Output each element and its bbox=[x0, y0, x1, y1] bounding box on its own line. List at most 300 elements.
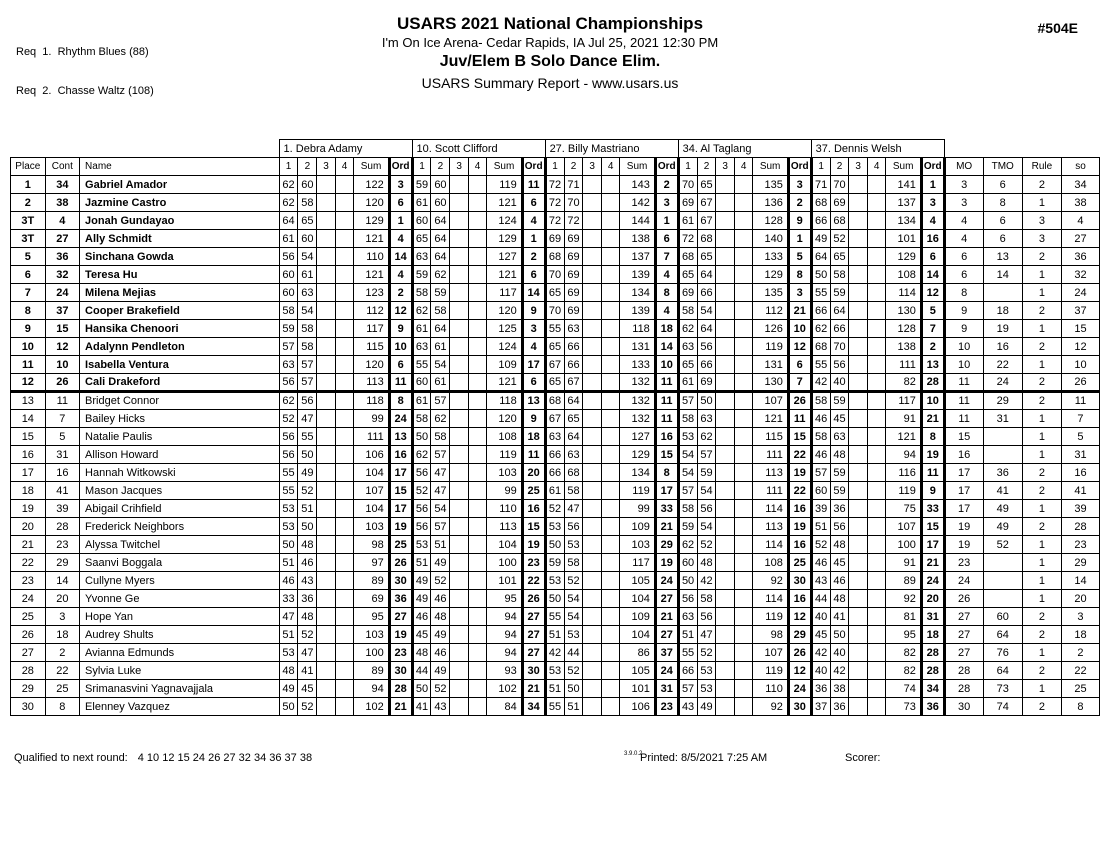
judge5-score-cell bbox=[849, 338, 867, 356]
judge5-score-cell: 36 bbox=[830, 500, 849, 518]
judge5-sum-cell: 100 bbox=[886, 536, 921, 554]
judge4-ord-cell: 22 bbox=[788, 446, 811, 464]
judge4-score-cell bbox=[734, 428, 752, 446]
judge3-score-cell: 65 bbox=[545, 338, 564, 356]
judge2-subheader-3: 3 bbox=[450, 158, 468, 176]
judge4-ord-cell: 15 bbox=[788, 428, 811, 446]
mo-cell: 17 bbox=[944, 464, 983, 482]
judge4-sum-cell: 113 bbox=[753, 464, 788, 482]
judge1-score-cell: 56 bbox=[279, 446, 298, 464]
judge4-score-cell: 61 bbox=[678, 212, 697, 230]
place-cell: 9 bbox=[11, 320, 46, 338]
judge5-sum-cell: 138 bbox=[886, 338, 921, 356]
name-cell: Sinchana Gowda bbox=[80, 248, 280, 266]
judge1-sum-cell: 100 bbox=[354, 644, 389, 662]
judge4-ord-cell: 16 bbox=[788, 500, 811, 518]
judge3-ord-cell: 18 bbox=[655, 320, 678, 338]
judge3-score-cell bbox=[583, 662, 601, 680]
judge5-score-cell: 71 bbox=[811, 176, 830, 194]
judge3-score-cell: 58 bbox=[564, 482, 583, 500]
mo-cell: 27 bbox=[944, 626, 983, 644]
judge5-sum-cell: 134 bbox=[886, 212, 921, 230]
tmo-cell: 6 bbox=[983, 176, 1022, 194]
contestant-number-cell: 20 bbox=[45, 590, 79, 608]
judge1-score-cell bbox=[335, 662, 353, 680]
mo-cell: 30 bbox=[944, 698, 983, 716]
contestant-number-cell: 18 bbox=[45, 626, 79, 644]
judge4-ord-cell: 16 bbox=[788, 536, 811, 554]
judge2-score-cell bbox=[450, 374, 468, 392]
judge2-score-cell: 55 bbox=[412, 356, 431, 374]
judge1-score-cell: 47 bbox=[298, 644, 317, 662]
mo-cell: 6 bbox=[944, 248, 983, 266]
judge3-sum-cell: 104 bbox=[620, 626, 655, 644]
judge1-score-cell bbox=[317, 176, 335, 194]
judge2-score-cell: 60 bbox=[412, 374, 431, 392]
judge4-score-cell: 68 bbox=[678, 248, 697, 266]
judge2-ord-cell: 22 bbox=[522, 572, 545, 590]
judge3-ord-cell: 37 bbox=[655, 644, 678, 662]
judge2-sum-cell: 124 bbox=[487, 212, 522, 230]
judge3-score-cell bbox=[601, 590, 619, 608]
judge3-sum-cell: 127 bbox=[620, 428, 655, 446]
judge1-score-cell: 48 bbox=[279, 662, 298, 680]
judge2-score-cell bbox=[468, 428, 486, 446]
judge4-score-cell bbox=[734, 572, 752, 590]
rule-cell: 2 bbox=[1022, 482, 1061, 500]
judge2-ord-cell: 20 bbox=[522, 464, 545, 482]
judge3-sum-cell: 137 bbox=[620, 248, 655, 266]
judge4-score-cell bbox=[734, 536, 752, 554]
judge2-score-cell: 64 bbox=[431, 320, 450, 338]
judge4-sum-cell: 114 bbox=[753, 536, 788, 554]
judge3-ord-cell: 21 bbox=[655, 608, 678, 626]
qualified-line bbox=[14, 752, 312, 764]
judge3-score-cell: 64 bbox=[564, 392, 583, 410]
judge1-score-cell bbox=[317, 284, 335, 302]
judge1-score-cell: 58 bbox=[298, 320, 317, 338]
judge3-score-cell: 55 bbox=[545, 608, 564, 626]
judge2-ord-cell: 27 bbox=[522, 608, 545, 626]
judge2-score-cell bbox=[468, 608, 486, 626]
judge3-score-cell bbox=[601, 626, 619, 644]
contestant-number-cell: 38 bbox=[45, 194, 79, 212]
judge1-sum-cell: 120 bbox=[354, 194, 389, 212]
judge3-ord-cell: 24 bbox=[655, 572, 678, 590]
judge5-score-cell: 56 bbox=[830, 518, 849, 536]
judge5-score-cell bbox=[867, 410, 885, 428]
judge2-score-cell: 50 bbox=[412, 680, 431, 698]
contestant-number-cell: 5 bbox=[45, 428, 79, 446]
place-cell: 16 bbox=[11, 446, 46, 464]
judge3-score-cell: 47 bbox=[564, 500, 583, 518]
judge2-score-cell bbox=[450, 536, 468, 554]
judge2-sum-cell: 94 bbox=[487, 626, 522, 644]
judge5-ord-cell: 21 bbox=[921, 554, 944, 572]
judge2-sum-cell: 124 bbox=[487, 338, 522, 356]
judge5-score-cell: 48 bbox=[830, 536, 849, 554]
judge1-score-cell: 52 bbox=[298, 482, 317, 500]
judge4-sum-cell: 107 bbox=[753, 392, 788, 410]
judge4-score-cell: 61 bbox=[678, 374, 697, 392]
judge2-subheader-4: 4 bbox=[468, 158, 486, 176]
judge5-score-cell bbox=[849, 662, 867, 680]
judge1-score-cell bbox=[317, 662, 335, 680]
judge5-score-cell: 40 bbox=[811, 608, 830, 626]
judge3-score-cell: 44 bbox=[564, 644, 583, 662]
judge2-sum-cell: 101 bbox=[487, 572, 522, 590]
judge4-score-cell bbox=[716, 320, 734, 338]
judge5-subheader-4: 4 bbox=[867, 158, 885, 176]
judge4-ord-cell: 8 bbox=[788, 266, 811, 284]
rule-cell: 2 bbox=[1022, 698, 1061, 716]
judge4-score-cell: 51 bbox=[678, 626, 697, 644]
place-header: Place bbox=[11, 158, 46, 176]
judge1-ord-cell: 9 bbox=[389, 320, 412, 338]
mo-cell: 11 bbox=[944, 410, 983, 428]
tmo-cell: 24 bbox=[983, 374, 1022, 392]
judge2-score-cell: 57 bbox=[431, 518, 450, 536]
judge4-score-cell: 58 bbox=[678, 410, 697, 428]
judge2-score-cell bbox=[468, 176, 486, 194]
judge4-score-cell: 65 bbox=[697, 176, 716, 194]
judge2-score-cell: 41 bbox=[412, 698, 431, 716]
judge4-score-cell: 56 bbox=[697, 608, 716, 626]
judge2-score-cell: 49 bbox=[412, 572, 431, 590]
judge5-score-cell bbox=[849, 356, 867, 374]
tmo-cell: 49 bbox=[983, 518, 1022, 536]
judge5-score-cell: 40 bbox=[830, 374, 849, 392]
judge4-score-cell bbox=[734, 176, 752, 194]
judge1-score-cell: 58 bbox=[298, 194, 317, 212]
judge5-score-cell bbox=[849, 428, 867, 446]
judge5-sum-cell: 82 bbox=[886, 662, 921, 680]
mo-cell: 3 bbox=[944, 194, 983, 212]
judge5-score-cell bbox=[849, 536, 867, 554]
table-row bbox=[11, 536, 1100, 554]
judge4-ord-cell: 5 bbox=[788, 248, 811, 266]
judge1-score-cell: 51 bbox=[298, 500, 317, 518]
judge4-score-cell: 70 bbox=[678, 176, 697, 194]
mo-cell: 28 bbox=[944, 662, 983, 680]
judge5-subheader-ord: Ord bbox=[921, 158, 944, 176]
rule-cell: 1 bbox=[1022, 356, 1061, 374]
contestant-number-cell: 34 bbox=[45, 176, 79, 194]
judge5-score-cell: 43 bbox=[811, 572, 830, 590]
judge2-score-cell bbox=[468, 518, 486, 536]
judge3-ord-cell: 11 bbox=[655, 374, 678, 392]
judge5-score-cell bbox=[849, 590, 867, 608]
judge1-score-cell: 47 bbox=[298, 410, 317, 428]
judge3-score-cell: 58 bbox=[564, 554, 583, 572]
judge5-ord-cell: 3 bbox=[921, 194, 944, 212]
judge2-score-cell bbox=[450, 626, 468, 644]
judge1-score-cell bbox=[335, 536, 353, 554]
judge2-score-cell bbox=[468, 320, 486, 338]
judge5-ord-cell: 28 bbox=[921, 644, 944, 662]
judge5-sum-cell: 89 bbox=[886, 572, 921, 590]
judge1-score-cell: 56 bbox=[279, 248, 298, 266]
so-cell: 20 bbox=[1061, 590, 1099, 608]
judge3-score-cell: 51 bbox=[545, 680, 564, 698]
judge4-ord-cell: 12 bbox=[788, 338, 811, 356]
venue-date-line: I'm On Ice Arena- Cedar Rapids, IA Jul 25, 2021 12:30 PM bbox=[381, 35, 719, 50]
name-cell: Sylvia Luke bbox=[80, 662, 280, 680]
mo-cell: 10 bbox=[944, 356, 983, 374]
scorer-label: Scorer: bbox=[845, 752, 881, 764]
judge3-score-cell bbox=[583, 410, 601, 428]
judge5-score-cell: 65 bbox=[830, 248, 849, 266]
table-row bbox=[11, 500, 1100, 518]
judge4-score-cell bbox=[716, 302, 734, 320]
judge2-score-cell: 53 bbox=[412, 536, 431, 554]
judge3-score-cell: 42 bbox=[545, 644, 564, 662]
judge2-score-cell: 52 bbox=[431, 572, 450, 590]
table-row bbox=[11, 320, 1100, 338]
judge4-score-cell bbox=[734, 410, 752, 428]
table-row bbox=[11, 644, 1100, 662]
judge2-score-cell bbox=[468, 644, 486, 662]
judge3-sum-cell: 139 bbox=[620, 266, 655, 284]
judge4-score-cell bbox=[734, 392, 752, 410]
judge5-score-cell: 39 bbox=[811, 500, 830, 518]
judge3-score-cell bbox=[583, 572, 601, 590]
judge3-score-cell: 68 bbox=[545, 392, 564, 410]
table-row bbox=[11, 626, 1100, 644]
judge1-ord-cell: 14 bbox=[389, 248, 412, 266]
judge2-score-cell: 49 bbox=[412, 590, 431, 608]
name-cell: Mason Jacques bbox=[80, 482, 280, 500]
mo-cell: 11 bbox=[944, 392, 983, 410]
rule-cell: 1 bbox=[1022, 554, 1061, 572]
judge2-score-cell: 62 bbox=[412, 446, 431, 464]
judge1-sum-cell: 121 bbox=[354, 266, 389, 284]
so-cell: 27 bbox=[1061, 230, 1099, 248]
judge3-score-cell: 56 bbox=[564, 518, 583, 536]
judge3-score-cell bbox=[583, 500, 601, 518]
judge3-score-cell bbox=[601, 230, 619, 248]
tmo-cell bbox=[983, 572, 1022, 590]
judge1-score-cell bbox=[335, 248, 353, 266]
judge1-sum-cell: 103 bbox=[354, 626, 389, 644]
judge4-sum-cell: 133 bbox=[753, 248, 788, 266]
judge2-sum-cell: 100 bbox=[487, 554, 522, 572]
judge1-score-cell bbox=[335, 500, 353, 518]
judge1-ord-cell: 21 bbox=[389, 698, 412, 716]
judge1-score-cell: 58 bbox=[298, 338, 317, 356]
judge1-score-cell: 63 bbox=[279, 356, 298, 374]
so-cell: 12 bbox=[1061, 338, 1099, 356]
judge3-sum-cell: 101 bbox=[620, 680, 655, 698]
judge1-score-cell: 51 bbox=[279, 626, 298, 644]
judge2-score-cell: 58 bbox=[412, 410, 431, 428]
judge4-score-cell: 53 bbox=[678, 428, 697, 446]
judge3-ord-cell: 17 bbox=[655, 482, 678, 500]
event-title: Juv/Elem B Solo Dance Elim. bbox=[439, 53, 661, 70]
judge3-score-cell: 69 bbox=[564, 266, 583, 284]
judge1-score-cell: 64 bbox=[279, 212, 298, 230]
judge3-sum-cell: 138 bbox=[620, 230, 655, 248]
judge4-ord-cell: 24 bbox=[788, 680, 811, 698]
judge5-sum-cell: 137 bbox=[886, 194, 921, 212]
judge3-score-cell bbox=[601, 356, 619, 374]
rule-header: Rule bbox=[1022, 158, 1061, 176]
place-cell: 3T bbox=[11, 212, 46, 230]
judge2-score-cell bbox=[450, 446, 468, 464]
judge3-score-cell bbox=[583, 338, 601, 356]
judge2-subheader-1: 1 bbox=[412, 158, 431, 176]
judge1-score-cell bbox=[335, 410, 353, 428]
judge1-ord-cell: 13 bbox=[389, 428, 412, 446]
judge5-score-cell: 59 bbox=[830, 464, 849, 482]
judge3-ord-cell: 11 bbox=[655, 392, 678, 410]
judge4-ord-cell: 19 bbox=[788, 464, 811, 482]
judge4-score-cell: 52 bbox=[697, 536, 716, 554]
so-cell: 29 bbox=[1061, 554, 1099, 572]
tmo-cell: 22 bbox=[983, 356, 1022, 374]
judge4-score-cell: 47 bbox=[697, 626, 716, 644]
rule-cell: 3 bbox=[1022, 230, 1061, 248]
judge4-score-cell bbox=[716, 608, 734, 626]
rule-cell: 1 bbox=[1022, 410, 1061, 428]
judge4-score-cell: 48 bbox=[697, 554, 716, 572]
judge5-score-cell: 52 bbox=[830, 230, 849, 248]
judge5-score-cell: 59 bbox=[830, 482, 849, 500]
judge1-score-cell bbox=[317, 518, 335, 536]
judge1-sum-cell: 106 bbox=[354, 446, 389, 464]
judge3-ord-cell: 14 bbox=[655, 338, 678, 356]
judge5-score-cell: 50 bbox=[811, 266, 830, 284]
judge5-score-cell: 58 bbox=[811, 428, 830, 446]
judge4-score-cell bbox=[734, 212, 752, 230]
mo-cell: 15 bbox=[944, 428, 983, 446]
judge1-subheader-4: 4 bbox=[335, 158, 353, 176]
judge1-score-cell: 50 bbox=[279, 536, 298, 554]
judge2-score-cell bbox=[468, 464, 486, 482]
judge3-ord-cell: 6 bbox=[655, 230, 678, 248]
judge5-score-cell: 68 bbox=[811, 338, 830, 356]
judge2-score-cell bbox=[450, 662, 468, 680]
judge5-score-cell: 59 bbox=[830, 392, 849, 410]
judge2-ord-cell: 9 bbox=[522, 302, 545, 320]
judge2-subheader-sum: Sum bbox=[487, 158, 522, 176]
judge4-score-cell bbox=[734, 284, 752, 302]
judge1-ord-cell: 17 bbox=[389, 500, 412, 518]
judge3-score-cell bbox=[583, 482, 601, 500]
mo-header: MO bbox=[944, 158, 983, 176]
judge5-subheader-1: 1 bbox=[811, 158, 830, 176]
so-cell: 24 bbox=[1061, 284, 1099, 302]
so-cell: 38 bbox=[1061, 194, 1099, 212]
judge1-sum-cell: 103 bbox=[354, 518, 389, 536]
judge3-score-cell: 69 bbox=[564, 284, 583, 302]
judge3-score-cell bbox=[583, 446, 601, 464]
judge2-ord-cell: 21 bbox=[522, 680, 545, 698]
judge4-score-cell: 42 bbox=[697, 572, 716, 590]
judge1-score-cell bbox=[335, 680, 353, 698]
judge3-score-cell: 64 bbox=[564, 428, 583, 446]
judge5-score-cell: 42 bbox=[811, 374, 830, 392]
judge2-subheader-2: 2 bbox=[431, 158, 450, 176]
judge1-score-cell: 53 bbox=[279, 644, 298, 662]
judge5-ord-cell: 33 bbox=[921, 500, 944, 518]
judge4-score-cell bbox=[716, 374, 734, 392]
judge4-sum-cell: 121 bbox=[753, 410, 788, 428]
table-row bbox=[11, 482, 1100, 500]
judge5-score-cell bbox=[867, 374, 885, 392]
judge5-score-cell: 66 bbox=[811, 302, 830, 320]
judge2-ord-cell: 13 bbox=[522, 392, 545, 410]
judge1-score-cell: 59 bbox=[279, 320, 298, 338]
judge4-score-cell bbox=[716, 518, 734, 536]
judge3-score-cell: 50 bbox=[564, 680, 583, 698]
judge2-score-cell: 50 bbox=[412, 428, 431, 446]
judge3-score-cell bbox=[601, 572, 619, 590]
judge4-sum-cell: 98 bbox=[753, 626, 788, 644]
name-cell: Hansika Chenoori bbox=[80, 320, 280, 338]
judge2-sum-cell: 125 bbox=[487, 320, 522, 338]
name-cell: Bridget Connor bbox=[80, 392, 280, 410]
so-cell: 36 bbox=[1061, 248, 1099, 266]
judge4-score-cell: 49 bbox=[697, 698, 716, 716]
printed-line bbox=[640, 752, 767, 764]
judge4-ord-cell: 2 bbox=[788, 194, 811, 212]
judge4-score-cell bbox=[734, 626, 752, 644]
judge5-ord-cell: 20 bbox=[921, 590, 944, 608]
contestant-number-cell: 2 bbox=[45, 644, 79, 662]
judge3-score-cell: 71 bbox=[564, 176, 583, 194]
judge4-sum-cell: 114 bbox=[753, 500, 788, 518]
judge4-score-cell bbox=[716, 554, 734, 572]
place-cell: 2 bbox=[11, 194, 46, 212]
judge3-ord-cell: 11 bbox=[655, 410, 678, 428]
judge1-sum-cell: 115 bbox=[354, 338, 389, 356]
judge3-score-cell bbox=[583, 248, 601, 266]
judge4-score-cell: 57 bbox=[697, 446, 716, 464]
judge3-score-cell bbox=[583, 320, 601, 338]
judge2-sum-cell: 119 bbox=[487, 446, 522, 464]
judge3-score-cell bbox=[601, 554, 619, 572]
judge1-ord-cell: 6 bbox=[389, 356, 412, 374]
judge4-score-cell bbox=[734, 446, 752, 464]
judge3-ord-cell: 27 bbox=[655, 590, 678, 608]
judge4-score-cell: 65 bbox=[678, 266, 697, 284]
judge4-score-cell: 67 bbox=[697, 194, 716, 212]
judge3-score-cell bbox=[583, 536, 601, 554]
judge4-score-cell bbox=[734, 194, 752, 212]
judge5-sum-cell: 73 bbox=[886, 698, 921, 716]
so-cell: 14 bbox=[1061, 572, 1099, 590]
name-cell: Adalynn Pendleton bbox=[80, 338, 280, 356]
judge3-score-cell bbox=[583, 518, 601, 536]
judge5-score-cell bbox=[849, 374, 867, 392]
judge3-score-cell bbox=[583, 680, 601, 698]
judge4-sum-cell: 135 bbox=[753, 284, 788, 302]
judge2-ord-cell: 6 bbox=[522, 374, 545, 392]
judge5-sum-cell: 94 bbox=[886, 446, 921, 464]
judge3-score-cell: 67 bbox=[545, 410, 564, 428]
judge4-ord-cell: 26 bbox=[788, 392, 811, 410]
judge3-sum-cell: 142 bbox=[620, 194, 655, 212]
judge4-score-cell bbox=[734, 518, 752, 536]
header-gap-right bbox=[944, 140, 1099, 158]
judge2-score-cell bbox=[468, 374, 486, 392]
judge5-score-cell bbox=[867, 572, 885, 590]
judge2-ord-cell: 19 bbox=[522, 536, 545, 554]
judge3-ord-cell: 19 bbox=[655, 554, 678, 572]
judge2-score-cell bbox=[450, 320, 468, 338]
judge5-score-cell: 37 bbox=[811, 698, 830, 716]
